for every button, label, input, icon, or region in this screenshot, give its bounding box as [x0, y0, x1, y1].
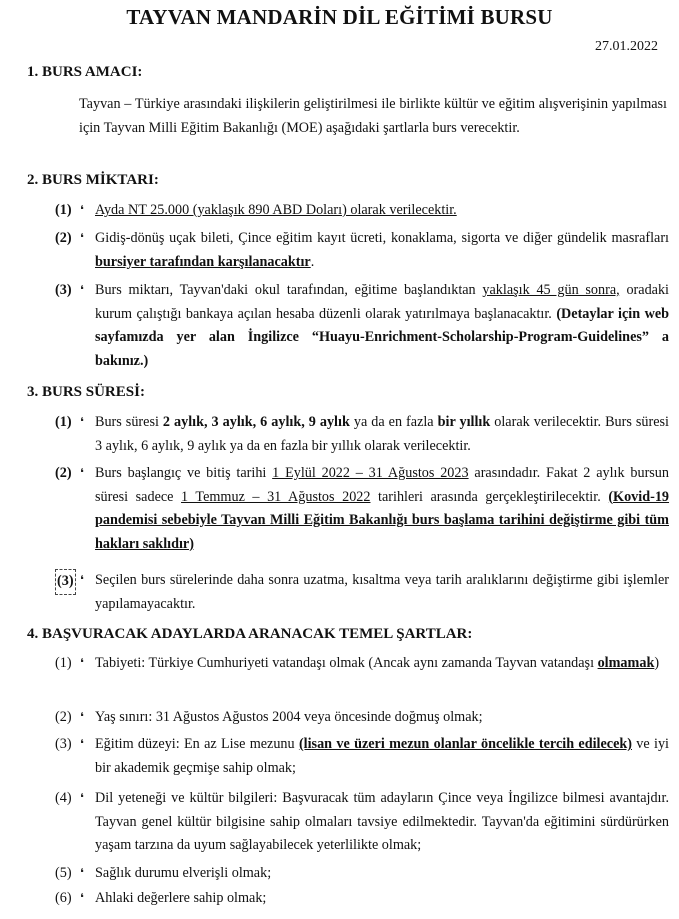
item-number: (2)	[55, 465, 72, 481]
item-text: Yaş sınırı: 31 Ağustos Ağustos 2004 veya öncesinde doğmuş olmak;	[95, 709, 483, 725]
item-number: (1)	[55, 655, 72, 671]
list-item	[55, 706, 669, 730]
item-number: (3)	[55, 736, 72, 752]
item-text: Burs başlangıç ve bitiş tarihi 1 Eylül 2022 – 31 Ağustos 2023 arasındadır. Fakat 2 aylık bursun süresi sadece 1 Temmuz – 31 Ağustos 2022 tarihleri arasında gerçekleştirilecektir. (Kovid-19 pandemisi sebebiyle Tayvan Milli Eğitim Bakanlığı burs başlama tarihini değiştirme gibi tüm hakları saklıdır)	[95, 465, 670, 552]
list-item	[55, 199, 669, 223]
item-text: Burs süresi 2 aylık, 3 aylık, 6 aylık, 9 aylık ya da en fazla bir yıllık olarak verilecektir. Burs süresi 3 aylık, 6 aylık, 9 aylık ya da en fazla bir yıllık olarak verilecektir.	[95, 414, 670, 454]
item-number: (3)	[55, 569, 76, 595]
item-number: (1)	[55, 202, 72, 218]
item-number: (6)	[55, 890, 72, 906]
list-item	[55, 733, 669, 780]
tick-icon: ❛	[80, 203, 84, 217]
item-text: Sağlık durumu elverişli olmak;	[95, 865, 272, 881]
item-text: Eğitim düzeyi: En az Lise mezunu (lisan ve üzeri mezun olanlar öncelikle tercih edilecek) ve iyi bir akademik geçmişe sahip olmak;	[95, 736, 669, 776]
section-heading-burs-suresi: 3. BURS SÜRESİ:	[27, 384, 145, 400]
list-item	[55, 887, 669, 911]
item-text: Ahlaki değerlere sahip olmak;	[95, 890, 267, 906]
document-date: 27.01.2022	[595, 39, 658, 54]
tick-icon: ❛	[80, 737, 84, 751]
list-item	[55, 569, 669, 616]
tick-icon: ❛	[80, 573, 84, 587]
tick-icon: ❛	[80, 710, 84, 724]
tick-icon: ❛	[80, 283, 84, 297]
section-heading-burs-amaci: 1. BURS AMACI:	[27, 64, 143, 80]
tick-icon: ❛	[80, 891, 84, 905]
item-number: (5)	[55, 865, 72, 881]
section-paragraph-burs-amaci: Tayvan – Türkiye arasındaki ilişkilerin geliştirilmesi ile birlikte kültür ve eğitim alışverişinin yapılması için Tayvan Milli Eğitim Bakanlığı (MOE) aşağıdaki şartlarla burs verecektir.	[79, 96, 667, 136]
item-text: Tabiyeti: Türkiye Cumhuriyeti vatandaşı olmak (Ancak aynı zamanda Tayvan vatandaşı olmamak)	[95, 655, 660, 671]
item-number: (1)	[55, 414, 72, 430]
tick-icon: ❛	[80, 231, 84, 245]
item-number: (3)	[55, 282, 72, 298]
section-heading-temel-sartlar: 4. BAŞVURACAK ADAYLARDA ARANACAK TEMEL ŞARTLAR:	[27, 626, 473, 642]
list-item	[55, 279, 669, 373]
item-text: Gidiş-dönüş uçak bileti, Çince eğitim kayıt ücreti, konaklama, sigorta ve diğer gündelik masrafları bursiyer tarafından karşılanacaktır.	[95, 230, 669, 270]
item-text: Ayda NT 25.000 (yaklaşık 890 ABD Doları) olarak verilecektir.	[95, 202, 457, 218]
list-item	[55, 862, 669, 886]
tick-icon: ❛	[80, 656, 84, 670]
list-item	[55, 411, 669, 458]
tick-icon: ❛	[80, 791, 84, 805]
item-number: (2)	[55, 709, 72, 725]
list-item	[55, 462, 669, 556]
list-item	[55, 787, 669, 858]
page-title: TAYVAN MANDARİN DİL EĞİTİMİ BURSU	[126, 5, 553, 29]
tick-icon: ❛	[80, 466, 84, 480]
item-text: Seçilen burs sürelerinde daha sonra uzatma, kısaltma veya tarih aralıklarını değiştirme gibi işlemler yapılamayacaktır.	[95, 572, 669, 612]
item-text: Dil yeteneği ve kültür bilgileri: Başvuracak tüm adayların Çince veya İngilizce bilmesi avantajdır. Tayvan genel kültür bilgisine sahip olmaları tavsiye edilmektedir. Tayvan'da eğitimini sürdürürken yaşam tarzına da uyum sağlayabilecek yeterlilikte olmak;	[95, 790, 669, 853]
item-number: (4)	[55, 790, 72, 806]
list-item	[55, 652, 669, 676]
item-text: Burs miktarı, Tayvan'daki okul tarafından, eğitime başlandıktan yaklaşık 45 gün sonra, oradaki kurum çalıştığı bankaya açılan hesaba düzenli olarak yatırılmaya başlanacaktır. (Detaylar için web sayfamızda yer alan İngilizce “Huayu-Enrichment-Scholarship-Program-Guidelines” a bakınız.)	[95, 282, 670, 369]
list-item	[55, 227, 669, 274]
tick-icon: ❛	[80, 415, 84, 429]
tick-icon: ❛	[80, 866, 84, 880]
section-heading-burs-miktari: 2. BURS MİKTARI:	[27, 172, 159, 188]
item-number: (2)	[55, 230, 72, 246]
